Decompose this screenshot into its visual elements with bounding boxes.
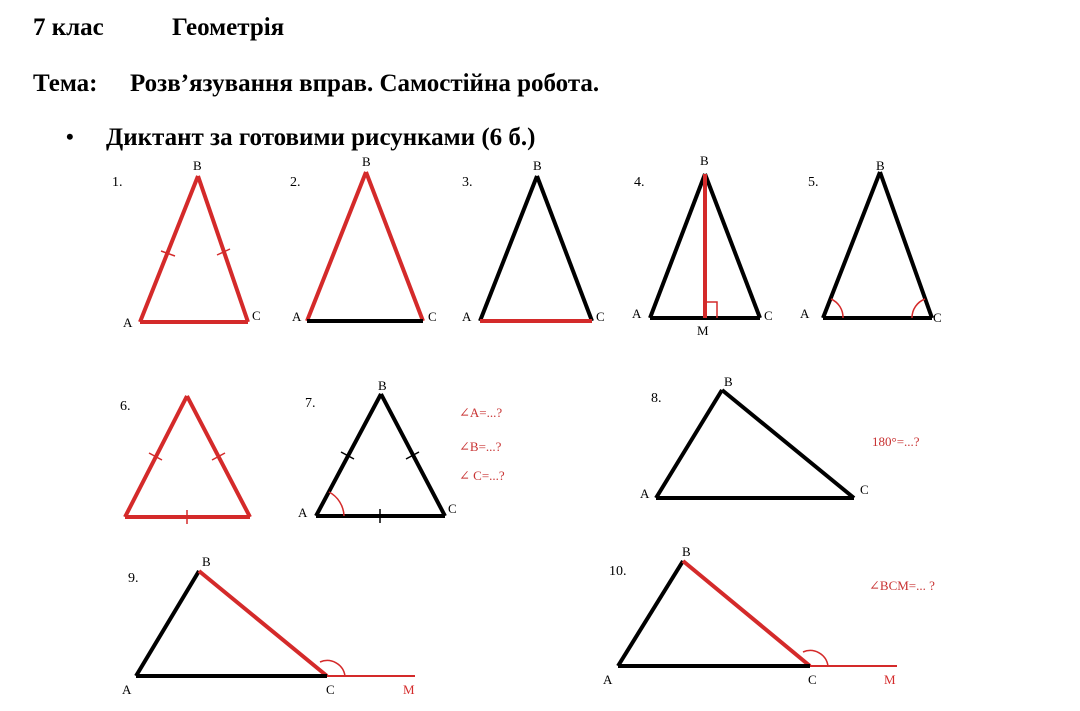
side-bc	[683, 561, 810, 666]
figure-number: 10.	[609, 564, 627, 579]
vertex-a-label: A	[640, 486, 650, 501]
question-angle-b: ∠B=...?	[459, 439, 502, 454]
side-bc	[537, 176, 592, 321]
vertex-b-label: B	[533, 158, 542, 173]
question-angle-a: ∠A=...?	[459, 405, 503, 420]
grade-label: 7 клас	[33, 14, 104, 41]
topic-text: Розв’язування вправ. Самостійна робота.	[130, 70, 600, 97]
figure-8	[640, 374, 920, 501]
figure-3	[462, 158, 605, 324]
question-angle-bcm: ∠BCM=... ?	[869, 578, 935, 593]
question-angle-sum: 180°=...?	[872, 434, 920, 449]
point-m-label: M	[697, 323, 709, 338]
angle-c-arc	[912, 299, 925, 318]
side-ab	[480, 176, 537, 321]
angle-a-arc	[329, 492, 344, 516]
vertex-b-label: B	[362, 154, 371, 169]
vertex-b-label: B	[724, 374, 733, 389]
vertex-c-label: C	[326, 682, 335, 697]
figure-number: 8.	[651, 391, 662, 406]
point-m-label: M	[403, 682, 415, 697]
vertex-b-label: B	[193, 158, 202, 173]
side-bc	[880, 172, 932, 318]
figure-7	[298, 378, 505, 523]
vertex-a-label: A	[632, 306, 642, 321]
bullet-icon: •	[66, 124, 74, 149]
side-ab	[307, 172, 366, 321]
figure-number: 7.	[305, 396, 316, 411]
vertex-a-label: A	[123, 315, 133, 330]
figure-1	[112, 158, 261, 330]
side-bc	[722, 390, 854, 498]
vertex-c-label: C	[428, 309, 437, 324]
side-ab	[316, 394, 381, 516]
question-angle-c: ∠ C=...?	[459, 468, 505, 483]
vertex-a-label: A	[800, 306, 810, 321]
vertex-b-label: B	[700, 153, 709, 168]
vertex-a-label: A	[122, 682, 132, 697]
side-ab	[618, 561, 683, 666]
vertex-c-label: C	[764, 308, 773, 323]
figure-number: 9.	[128, 571, 139, 586]
figure-number: 2.	[290, 175, 301, 190]
vertex-c-label: C	[448, 501, 457, 516]
side-ab	[656, 390, 722, 498]
point-m-label: M	[884, 672, 896, 687]
side-ab	[823, 172, 880, 318]
vertex-b-label: B	[876, 158, 885, 173]
figure-number: 4.	[634, 175, 645, 190]
figure-6	[120, 396, 250, 524]
figure-2	[290, 154, 437, 324]
figure-10	[603, 544, 935, 687]
vertex-a-label: A	[462, 309, 472, 324]
figure-number: 6.	[120, 399, 131, 414]
vertex-b-label: B	[378, 378, 387, 393]
figure-9	[122, 554, 415, 697]
vertex-c-label: C	[252, 308, 261, 323]
subject-label: Геометрія	[172, 14, 285, 41]
angle-a-arc	[831, 299, 843, 318]
side-bc	[705, 174, 760, 318]
side-ab	[140, 176, 198, 322]
side-bc	[366, 172, 423, 321]
figure-4	[632, 153, 773, 338]
vertex-a-label: A	[603, 672, 613, 687]
vertex-a-label: A	[292, 309, 302, 324]
figure-5	[800, 158, 942, 325]
figure-number: 1.	[112, 175, 123, 190]
vertex-c-label: C	[596, 309, 605, 324]
figure-number: 5.	[808, 175, 819, 190]
vertex-c-label: C	[860, 482, 869, 497]
vertex-c-label: C	[933, 310, 942, 325]
vertex-a-label: A	[298, 505, 308, 520]
vertex-b-label: B	[682, 544, 691, 559]
side-ab	[136, 571, 199, 676]
figure-number: 3.	[462, 175, 473, 190]
side-bc	[198, 176, 248, 322]
side-bc	[199, 571, 327, 676]
task-title: Диктант за готовими рисунками (6 б.)	[106, 124, 536, 151]
topic-label: Тема:	[33, 70, 98, 97]
side-ab	[650, 174, 705, 318]
vertex-b-label: B	[202, 554, 211, 569]
vertex-c-label: C	[808, 672, 817, 687]
